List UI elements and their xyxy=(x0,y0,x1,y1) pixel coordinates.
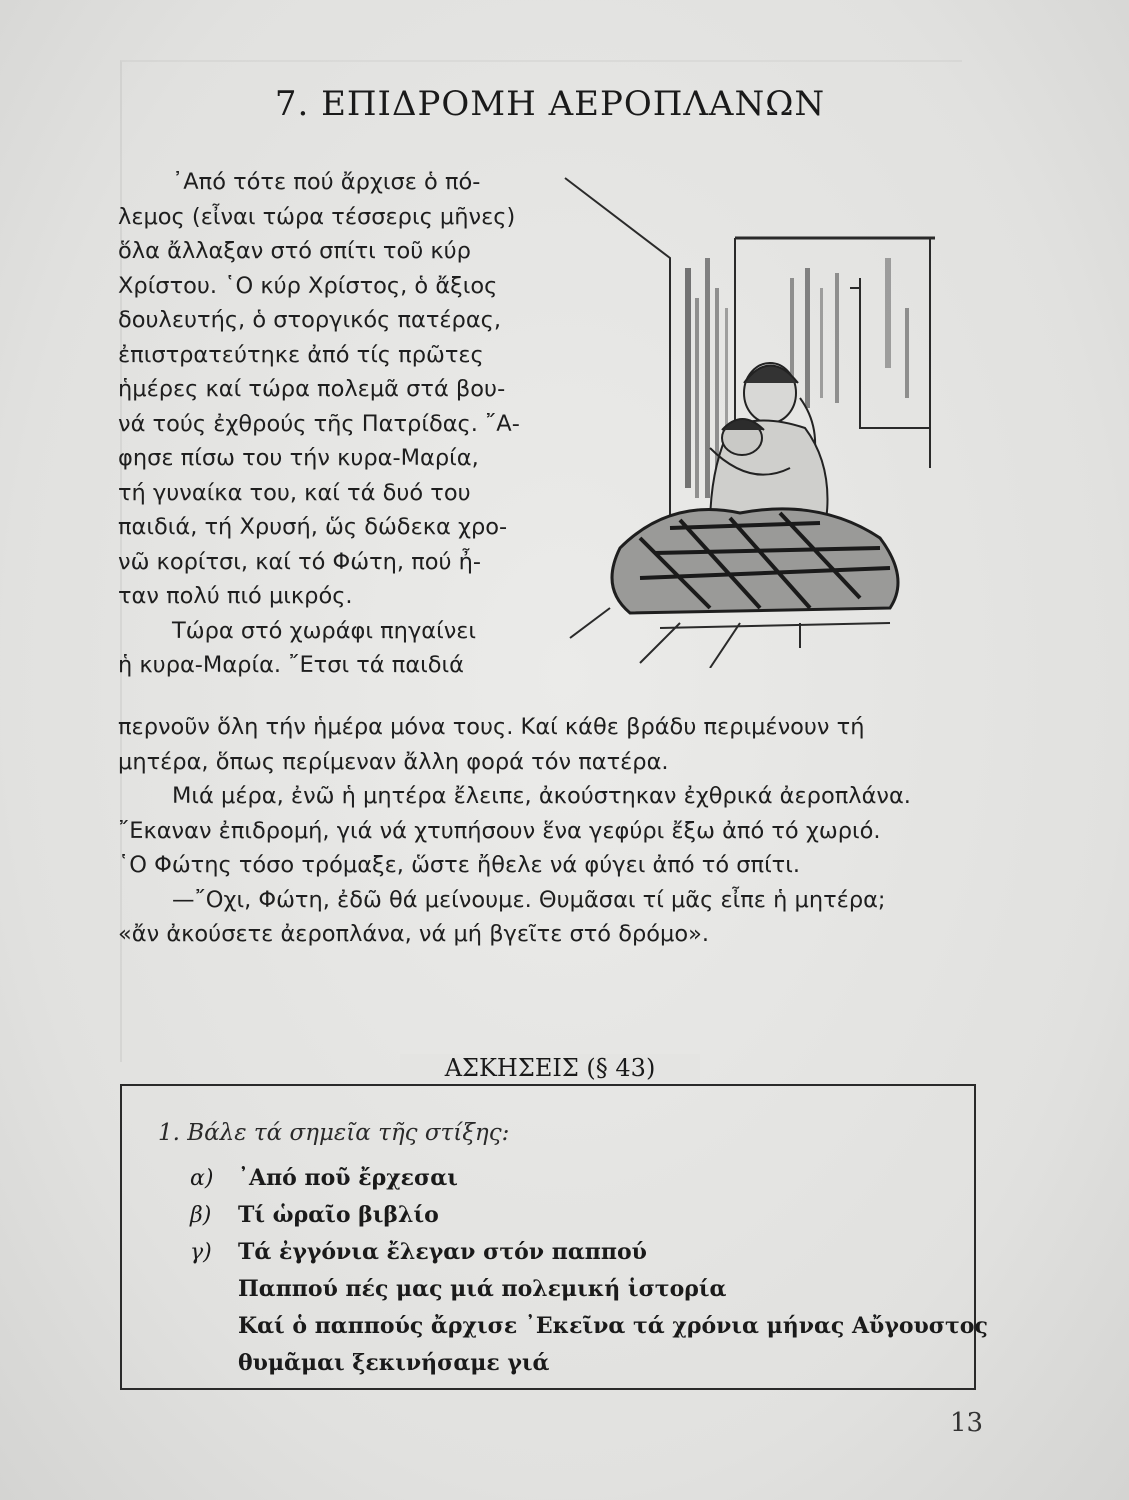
text-line: περνοῦν ὅλη τήν ἡμέρα μόνα τους. Καί κάθε βράδυ περιμένουν τή xyxy=(118,714,865,740)
text-line: ἐπιστρατεύτηκε ἀπό τίς πρῶτες xyxy=(118,341,484,368)
text-line: λεμος (εἶναι τώρα τέσσερις μῆνες) xyxy=(118,203,516,230)
narrative-wrapped-paragraph xyxy=(118,165,552,683)
text-line: ταν πολύ πιό μικρός. xyxy=(118,583,353,609)
exercise-item xyxy=(190,1165,458,1191)
exercise-item xyxy=(190,1239,647,1265)
exercise-item xyxy=(190,1202,439,1228)
page-number: 13 xyxy=(950,1408,984,1438)
text-line: μητέρα, ὅπως περίμεναν ἄλλη φορά τόν πατέρα. xyxy=(118,748,669,775)
exercise-item-continuation: Καί ὁ παππούς ἄρχισε ᾿Εκεῖνα τά χρόνια μήνας Αὔγουστος xyxy=(238,1313,988,1339)
item-letter: α) xyxy=(190,1166,214,1191)
chapter-title: 7. ΕΠΙΔΡΟΜΗ ΑΕΡΟΠΛΑΝΩΝ xyxy=(274,84,826,124)
item-text: ᾿Από ποῦ ἔρχεσαι xyxy=(238,1165,458,1191)
text-line: φησε πίσω του τήν κυρα-Μαρία, xyxy=(118,445,479,471)
text-line: Τώρα στό χωράφι πηγαίνει xyxy=(172,617,477,644)
exercise-item-continuation: θυμᾶμαι ξεκινήσαμε γιά xyxy=(238,1350,550,1376)
text-line: παιδιά, τή Χρυσή, ὥς δώδεκα χρο- xyxy=(118,514,508,540)
text-line: δουλευτής, ὁ στοργικός πατέρας, xyxy=(118,307,502,333)
text-line: ὅλα ἄλλαξαν στό σπίτι τοῦ κύρ xyxy=(118,238,471,264)
text-line: ἡμέρες καί τώρα πολεμᾶ στά βου- xyxy=(118,376,506,402)
mother-and-child-illustration xyxy=(560,168,940,668)
text-line: «ἄν ἀκούσετε ἀεροπλάνα, νά μή βγεῖτε στό δρόμο». xyxy=(118,921,710,947)
text-line: ῾Ο Φώτης τόσο τρόμαξε, ὥστε ἤθελε νά φύγει ἀπό τό σπίτι. xyxy=(118,852,800,878)
exercises-heading: ΑΣΚΗΣΕΙΣ (§ 43) xyxy=(400,1054,700,1082)
text-line: νά τούς ἐχθρούς τῆς Πατρίδας. ῎Α- xyxy=(118,410,520,437)
text-line: ῎Εκαναν ἐπιδρομή, γιά νά χτυπήσουν ἕνα γεφύρι ἔξω ἀπό τό χωριό. xyxy=(118,817,881,844)
item-letter: β) xyxy=(190,1203,212,1228)
exercise-instruction: 1. Βάλε τά σημεῖα τῆς στίξης: xyxy=(158,1120,510,1146)
text-line: Μιά μέρα, ἐνῶ ἡ μητέρα ἔλειπε, ἀκούστηκαν ἐχθρικά ἀεροπλάνα. xyxy=(172,783,911,809)
text-line: τή γυναίκα του, καί τά δυό του xyxy=(118,479,471,506)
text-line: ἡ κυρα-Μαρία. ῎Ετσι τά παιδιά xyxy=(118,652,464,678)
narrative-full-paragraph xyxy=(118,710,978,952)
exercise-item-continuation: Παππού πές μας μιά πολεμική ἱστορία xyxy=(238,1276,727,1302)
text-line: —῎Οχι, Φώτη, ἐδῶ θά μείνουμε. Θυμᾶσαι τί μᾶς εἶπε ἡ μητέρα; xyxy=(172,886,886,913)
item-text: Τί ὡραῖο βιβλίο xyxy=(238,1202,439,1228)
text-line: ᾿Από τότε πού ἄρχισε ὁ πό- xyxy=(172,169,481,195)
item-letter: γ) xyxy=(190,1240,212,1265)
text-line: Χρίστου. ῾Ο κύρ Χρίστος, ὁ ἄξιος xyxy=(118,272,498,299)
item-text: Τά ἐγγόνια ἔλεγαν στόν παππού xyxy=(238,1239,647,1265)
text-line: νῶ κορίτσι, καί τό Φώτη, πού ἦ- xyxy=(118,548,482,575)
